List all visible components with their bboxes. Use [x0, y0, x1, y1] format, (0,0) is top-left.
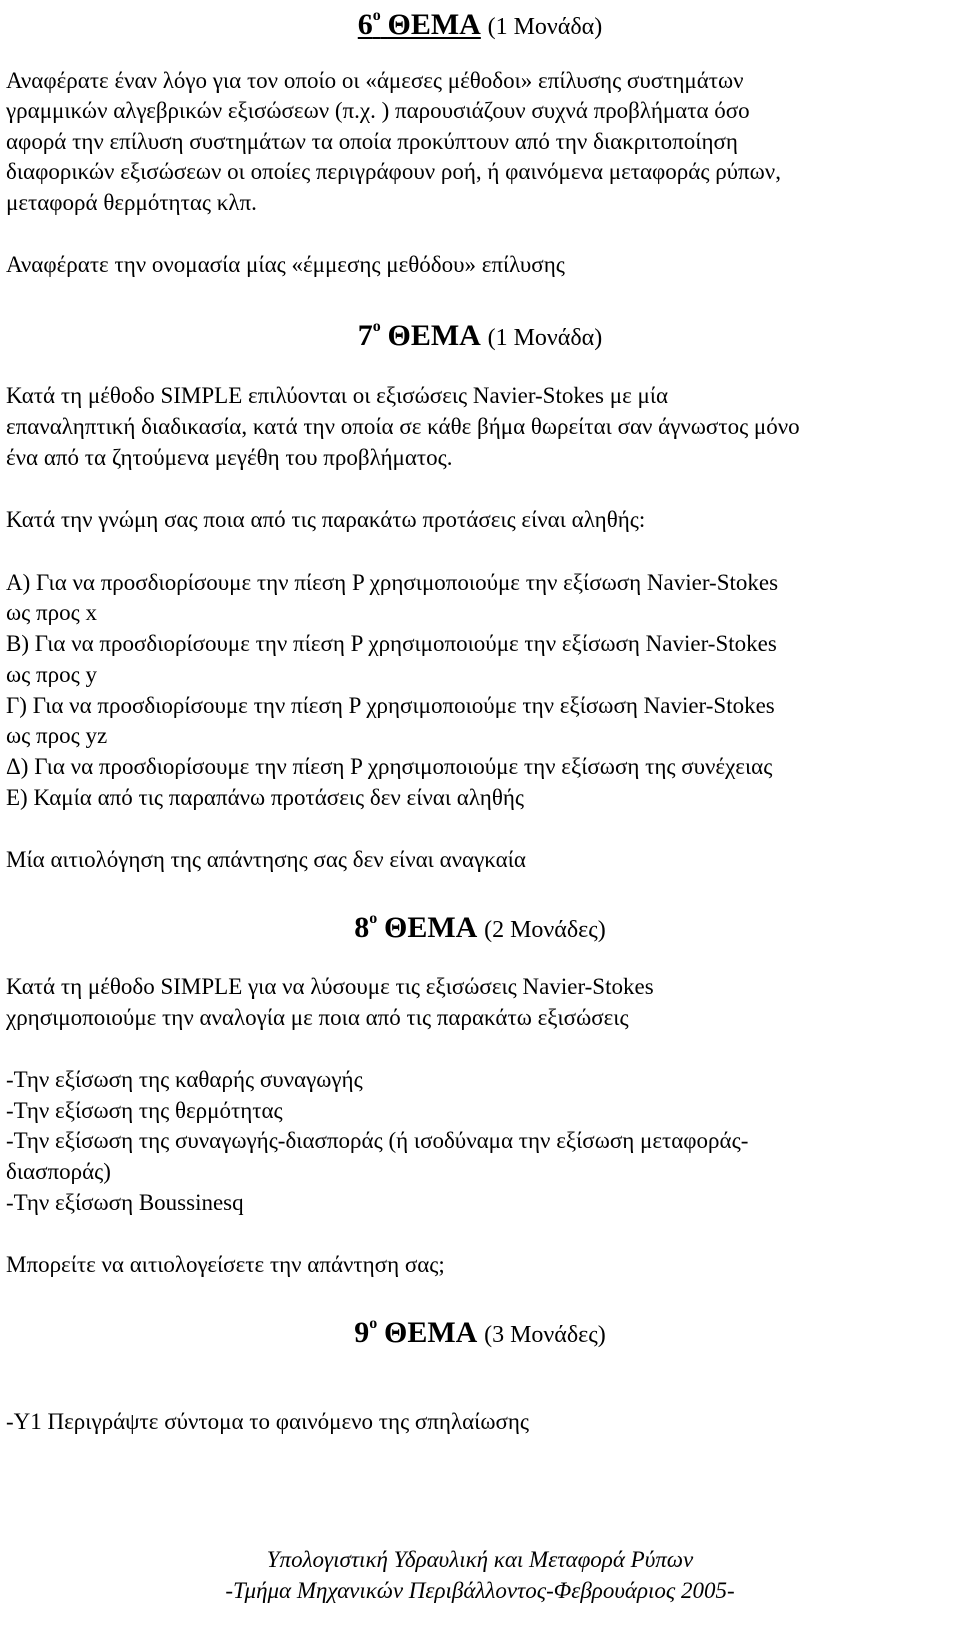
list-item-cont: διασποράς) — [6, 1159, 111, 1184]
section-number: 6 — [357, 8, 373, 41]
section-units: (1 Μονάδα) — [487, 14, 603, 40]
option-d: Δ) Για να προσδιορίσουμε την πίεση P χρησιμοποιούμε την εξίσωση της συνέχειας — [6, 754, 773, 779]
question-text: Μπορείτε να αιτιολογείσετε την απάντηση σας; — [6, 1252, 445, 1277]
ordinal-mark: ο — [372, 7, 381, 24]
section-number: 8 — [354, 911, 370, 944]
section-word: ΘΕΜΑ — [387, 319, 481, 352]
text-line: Κατά τη μέθοδο SIMPLE επιλύονται οι εξισώσεις Navier-Stokes με μία — [6, 383, 669, 408]
section-units: (3 Μονάδες) — [484, 1322, 606, 1348]
footer-department: -Τμήμα Μηχανικών Περιβάλλοντος-Φεβρουάριος 2005- — [225, 1578, 735, 1603]
text-line: διαφορικών εξισώσεων οι οποίες περιγράφουν ροή, ή φαινόμενα μεταφοράς ρύπων, — [6, 159, 781, 184]
option-c: Γ) Για να προσδιορίσουμε την πίεση P χρησιμοποιούμε την εξίσωση Navier-Stokes — [6, 693, 775, 718]
question-text: Κατά την γνώμη σας ποια από τις παρακάτω προτάσεις είναι αληθής: — [6, 507, 646, 532]
section-heading-9 — [0, 1310, 960, 1353]
text-line: Αναφέρατε έναν λόγο για τον οποίο οι «άμεσες μέθοδοι» επίλυσης συστημάτων — [6, 68, 744, 93]
list-item: -Την εξίσωση της θερμότητας — [6, 1098, 283, 1123]
text-line: μεταφορά θερμότητας κλπ. — [6, 190, 257, 215]
note-text: Μία αιτιολόγηση της απάντησης σας δεν είναι αναγκαία — [6, 847, 526, 872]
ordinal-mark: ο — [369, 910, 378, 927]
option-a: Α) Για να προσδιορίσουμε την πίεση P χρησιμοποιούμε την εξίσωση Navier-Stokes — [6, 570, 779, 595]
section-units: (2 Μονάδες) — [484, 917, 606, 943]
section-word: ΘΕΜΑ — [384, 911, 478, 944]
text-line: ένα από τα ζητούμενα μεγέθη του προβλήματος. — [6, 445, 453, 470]
option-c-cont: ως προς yz — [6, 723, 108, 748]
option-a-cont: ως προς x — [6, 600, 97, 625]
text-line: Κατά τη μέθοδο SIMPLE για να λύσουμε τις εξισώσεις Navier-Stokes — [6, 974, 654, 999]
option-e: Ε) Καμία από τις παραπάνω προτάσεις δεν είναι αληθής — [6, 785, 524, 810]
section-units: (1 Μονάδα) — [487, 325, 603, 351]
section-heading-7 — [0, 313, 960, 356]
question-text: -Υ1 Περιγράψτε σύντομα το φαινόμενο της σπηλαίωσης — [6, 1409, 530, 1434]
text-line: χρησιμοποιούμε την αναλογία με ποια από τις παρακάτω εξισώσεις — [6, 1005, 629, 1030]
question-text: Αναφέρατε την ονομασία μίας «έμμεσης μεθόδου» επίλυσης — [6, 252, 565, 277]
section-heading-6 — [0, 2, 960, 45]
section-heading-8 — [0, 905, 960, 948]
section-word: ΘΕΜΑ — [384, 1316, 478, 1349]
list-item: -Την εξίσωση της καθαρής συναγωγής — [6, 1067, 363, 1092]
option-b-cont: ως προς y — [6, 662, 97, 687]
text-line: αφορά την επίλυση συστημάτων τα οποία προκύπτουν από την διακριτοποίηση — [6, 129, 738, 154]
ordinal-mark: ο — [369, 1315, 378, 1332]
text-line: επαναληπτική διαδικασία, κατά την οποία σε κάθε βήμα θωρείται σαν άγνωστος μόνο — [6, 414, 800, 439]
section-number: 7 — [357, 319, 373, 352]
ordinal-mark: ο — [372, 318, 381, 335]
footer-course: Υπολογιστική Υδραυλική και Μεταφορά Ρύπων — [266, 1547, 694, 1572]
list-item: -Την εξίσωση Boussinesq — [6, 1190, 244, 1215]
section-word: ΘΕΜΑ — [387, 8, 481, 41]
text-line: γραμμικών αλγεβρικών εξισώσεων (π.χ. ) παρουσιάζουν συχνά προβλήματα όσο — [6, 98, 750, 123]
option-b: Β) Για να προσδιορίσουμε την πίεση P χρησιμοποιούμε την εξίσωση Navier-Stokes — [6, 631, 777, 656]
section-number: 9 — [354, 1316, 370, 1349]
list-item: -Την εξίσωση της συναγωγής-διασποράς (ή ισοδύναμα την εξίσωση μεταφοράς- — [6, 1128, 749, 1153]
section-heading-6-main — [357, 7, 481, 41]
